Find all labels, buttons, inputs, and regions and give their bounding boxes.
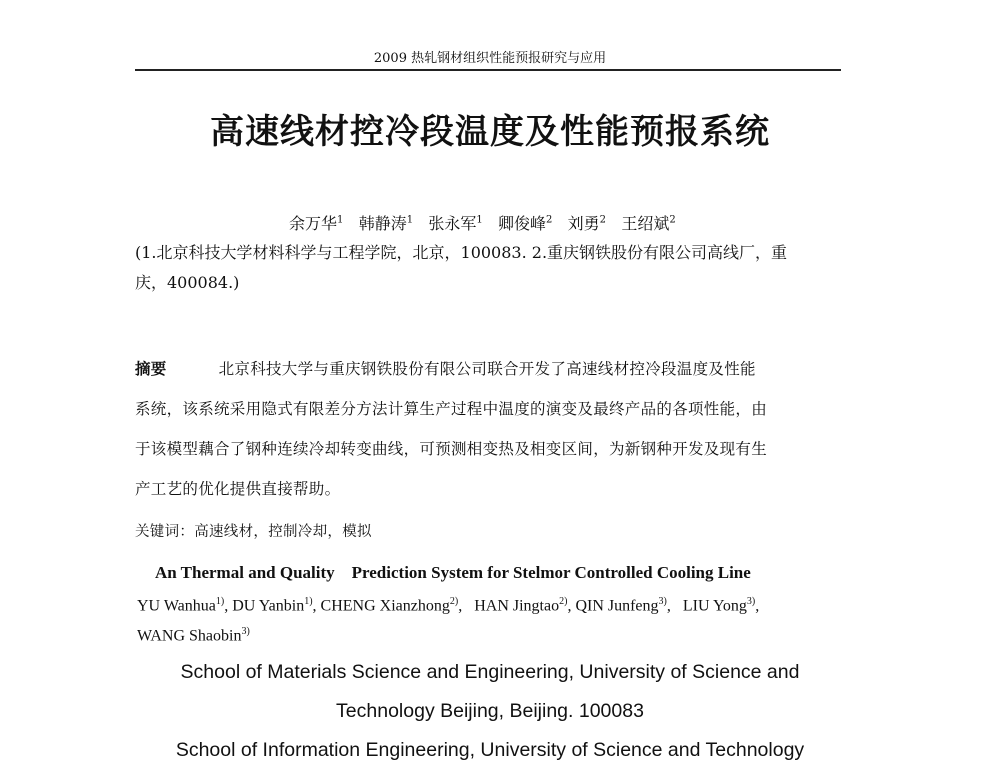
keywords-text: 高速线材，控制冷却，模拟 <box>194 524 372 540</box>
paper-title: 高速线材控冷段温度及性能预报系统 <box>210 112 770 152</box>
english-author-name: DU Yanbin <box>232 597 305 615</box>
author-name: 余万华 <box>289 214 338 233</box>
author-affiliation-mark: 1 <box>406 214 414 226</box>
abstract-line: 于该模型藕合了钢种连续冷却转变曲线，可预测相变热及相变区间，为新钢种开发及现有生 <box>135 440 768 458</box>
english-authors <box>137 596 759 615</box>
author-affiliation-mark: 2 <box>599 214 607 226</box>
keywords <box>135 520 372 541</box>
abstract-line <box>135 357 756 379</box>
english-author-affiliation-mark: 3) <box>241 626 250 637</box>
english-author-name: WANG Shaobin <box>137 627 242 645</box>
english-author-name: YU Wanhua <box>137 597 216 615</box>
english-author-affiliation-mark: 3) <box>658 596 667 607</box>
english-author-affiliation-mark: 1) <box>215 596 225 607</box>
author-affiliation-mark: 1 <box>337 214 344 226</box>
english-author-name: QIN Junfeng <box>575 597 659 615</box>
school-line: School of Information Engineering, University of Science and Technology <box>175 739 805 761</box>
author-affiliation-mark: 1 <box>476 214 483 226</box>
abstract-line: 系统，该系统采用隐式有限差分方法计算生产过程中温度的演变及最终产品的各项性能，由 <box>135 400 768 418</box>
author-name: 韩静涛 <box>358 214 407 233</box>
separator: , <box>312 597 321 615</box>
english-author-affiliation-mark: 2) <box>559 596 568 607</box>
author-affiliation-mark: 2 <box>669 214 676 226</box>
separator: , <box>458 597 475 615</box>
abstract-text: 北京科技大学与重庆钢铁股份有限公司联合开发了高速线材控冷段温度及性能 <box>218 360 756 378</box>
english-title: An Thermal and Quality Prediction System for Stelmor Controlled Cooling Line <box>155 563 751 582</box>
keywords-label: 关键词： <box>135 524 195 540</box>
author-name: 刘勇 <box>567 214 600 233</box>
abstract-line: 产工艺的优化提供直接帮助。 <box>135 480 341 498</box>
author-name: 王绍斌 <box>621 214 670 233</box>
school-line: School of Materials Science and Engineering, University of Science and <box>180 661 800 683</box>
separator: , <box>666 597 683 615</box>
english-author-affiliation-mark: 2) <box>449 596 459 607</box>
author-affiliation-mark: 2 <box>546 214 553 226</box>
english-author-affiliation-mark: 1) <box>304 596 313 607</box>
english-authors <box>137 626 250 645</box>
header-rule <box>135 69 841 71</box>
affiliation-line: (1.北京科技大学材料科学与工程学院，北京，100083. 2.重庆钢铁股份有限公司高线厂，重 <box>135 243 788 262</box>
english-author-affiliation-mark: 3) <box>746 596 756 607</box>
author-list <box>0 211 980 234</box>
school-line: Technology Beijing, Beijing. 100083 <box>336 700 644 722</box>
english-author-name: LIU Yong <box>682 597 747 615</box>
author-name: 卿俊峰 <box>498 214 547 233</box>
affiliation-line: 庆，400084.) <box>135 273 240 292</box>
author-name: 张永军 <box>428 214 477 233</box>
running-header: 2009 热轧钢材组织性能预报研究与应用 <box>373 51 607 66</box>
separator: , <box>567 597 576 615</box>
english-author-name: HAN Jingtao <box>474 597 560 615</box>
separator: , <box>755 597 760 615</box>
english-author-name: CHENG Xianzhong <box>320 597 450 615</box>
separator: , <box>224 597 233 615</box>
abstract-label: 摘要 <box>135 359 167 378</box>
